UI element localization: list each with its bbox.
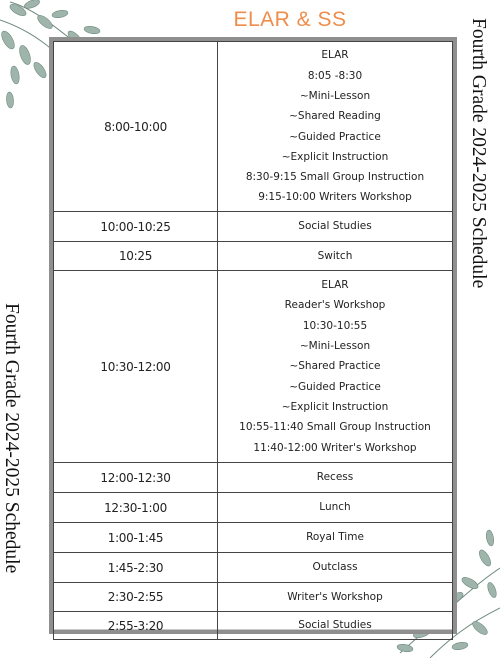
activity-line: ~Explicit Instruction (281, 150, 389, 163)
activity-cell (218, 523, 453, 553)
activity-line: Social Studies (298, 619, 372, 632)
schedule-row (54, 493, 453, 523)
schedule-frame (49, 37, 457, 634)
activity-cell (218, 212, 453, 242)
schedule-row (54, 523, 453, 553)
schedule-row (54, 242, 453, 271)
time-cell: 2:30-2:55 (54, 583, 218, 612)
time-cell: 12:30-1:00 (54, 493, 218, 523)
activity-cell (218, 493, 453, 523)
time-cell: 12:00-12:30 (54, 463, 218, 493)
side-title-left: Fourth Grade 2024-2025 Schedule (1, 303, 22, 574)
activity-cell (218, 42, 453, 212)
time-cell: 1:00-1:45 (54, 523, 218, 553)
activity-line: 10:55-11:40 Small Group Instruction (239, 421, 431, 434)
time-cell: 10:25 (54, 242, 218, 271)
time-cell: 8:00-10:00 (54, 42, 218, 212)
activity-line: Writer's Workshop (287, 590, 383, 603)
activity-line: ~Explicit Instruction (281, 400, 389, 413)
time-cell: 1:45-2:30 (54, 553, 218, 583)
activity-line: Recess (316, 471, 354, 484)
activity-line: ~Mini-Lesson (299, 89, 371, 102)
schedule-table (53, 41, 453, 640)
activity-line: 9:15-10:00 Writers Workshop (258, 191, 412, 204)
time-cell: 2:55-3:20 (54, 612, 218, 640)
schedule-row (54, 583, 453, 612)
activity-cell (218, 612, 453, 640)
page-heading: ELAR & SS (233, 8, 347, 31)
activity-line: ~Guided Practice (289, 380, 381, 393)
activity-cell (218, 242, 453, 271)
schedule-row (54, 463, 453, 493)
activity-cell (218, 553, 453, 583)
time-cell: 10:00-10:25 (54, 212, 218, 242)
activity-line: ~Mini-Lesson (299, 340, 371, 353)
activity-line: Social Studies (298, 220, 372, 233)
activity-line: Switch (317, 249, 353, 262)
activity-line: 11:40-12:00 Writer's Workshop (253, 441, 417, 454)
schedule-row (54, 271, 453, 463)
activity-cell (218, 271, 453, 463)
activity-cell (218, 583, 453, 612)
activity-line: Royal Time (306, 531, 364, 544)
side-title-right: Fourth Grade 2024-2025 Schedule (468, 18, 489, 289)
schedule-row (54, 553, 453, 583)
activity-line: Reader's Workshop (284, 299, 386, 312)
schedule-row (54, 42, 453, 212)
activity-line: 8:30-9:15 Small Group Instruction (245, 171, 425, 184)
activity-line: Lunch (319, 501, 351, 514)
activity-cell (218, 463, 453, 493)
activity-line: ~Guided Practice (289, 130, 381, 143)
schedule-row (54, 212, 453, 242)
activity-line: ~Shared Reading (289, 110, 381, 123)
schedule-row (54, 612, 453, 640)
activity-line: ELAR (321, 49, 349, 62)
activity-line: ~Shared Practice (289, 360, 381, 373)
activity-line: 8:05 -8:30 (307, 69, 363, 82)
activity-line: ELAR (321, 279, 349, 292)
time-cell: 10:30-12:00 (54, 271, 218, 463)
activity-line: Outclass (312, 561, 358, 574)
activity-line: 10:30-10:55 (302, 319, 368, 332)
